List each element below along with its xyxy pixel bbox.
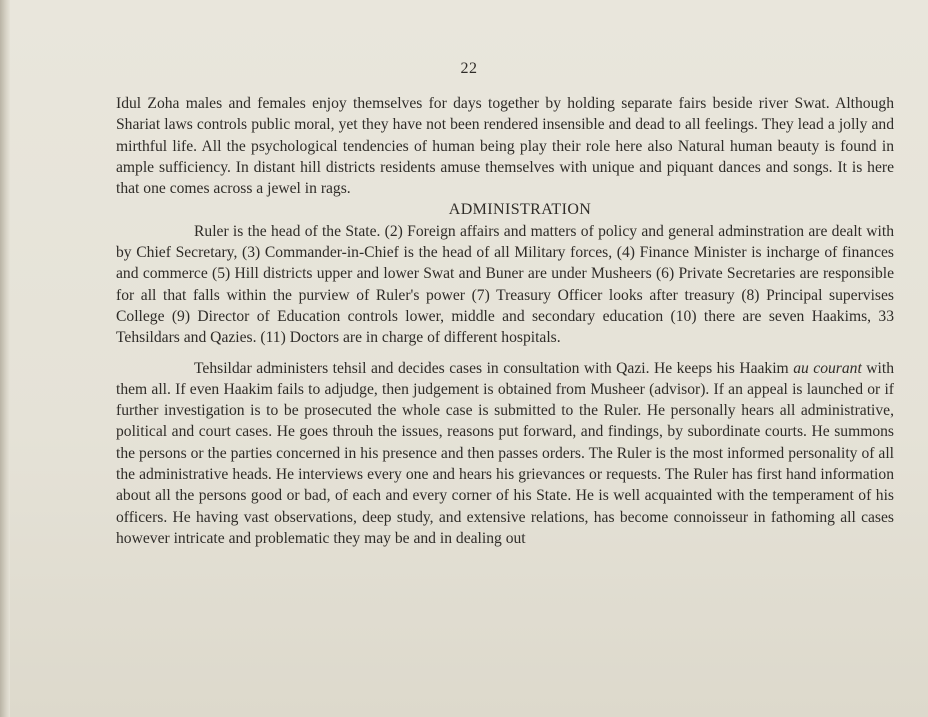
tehsildar-text-rest: with them all. If even Haakim fails to adjudge, then judgement is obtained from Musheer (advisor). If an appeal is launched or if further investigation is to be prosecuted the whole case is submitted to the Ruler. He personally hears all administrative, political and court cases. He goes throuh the issues, reasons put forward, and findings, by subordinate courts. He summons the persons or the parties concerned in his presence and then passes orders. The Ruler is the most informed personality of all the administrative heads. He interviews every one and hears his grievances or requests. The Ruler has first hand information about all the persons good or bad, of each and every corner of his State. He is well acquainted with the temperament of his officers. He having vast observations, deep study, and extensive relations, has become connoisseur in fathoming all cases however intricate and problematic they may be and in dealing out (116, 359, 894, 547)
body-text (116, 93, 894, 549)
document-page (10, 0, 928, 717)
tehsildar-paragraph (116, 358, 894, 550)
section-heading-administration: ADMINISTRATION (448, 201, 592, 219)
administration-paragraph: Ruler is the head of the State. (2) Foreign affairs and matters of policy and general adminstration are dealt with by Chief Secretary, (3) Commander-in-Chief is the head of all Military forces, (4) Finance Minister is incharge of finances and commerce (5) Hill districts upper and lower Swat and Buner are under Musheers (6) Private Secretaries are responsible for all that falls within the purview of Ruler's power (7) Treasury Officer looks after treasury (8) Principal supervises College (9) Director of Education controls lower, middle and secondary education (10) there are seven Haakims, 33 Tehsildars and Qazies. (11) Doctors are in charge of different hospitals. (116, 222, 894, 347)
page-number: 22 (460, 60, 478, 77)
tehsildar-text-start: Tehsildar administers tehsil and decides cases in consultation with Qazi. He keeps his Haakim (194, 359, 794, 377)
intro-paragraph: Idul Zoha males and females enjoy themselves for days together by holding separate fairs beside river Swat. Although Shariat laws controls public moral, yet they have not been rendered insensible and dead to all feelings. They lead a jolly and mirthful life. All the psychological tendencies of human being play their role here also Natural human beauty is found in ample sufficiency. In distant hill districts residents amuse themselves with unique and piquant dances and songs. It is here that one comes across a jewel in rags. (116, 95, 894, 198)
italic-phrase: au courant (793, 359, 862, 377)
book-gutter-edge (0, 0, 10, 717)
